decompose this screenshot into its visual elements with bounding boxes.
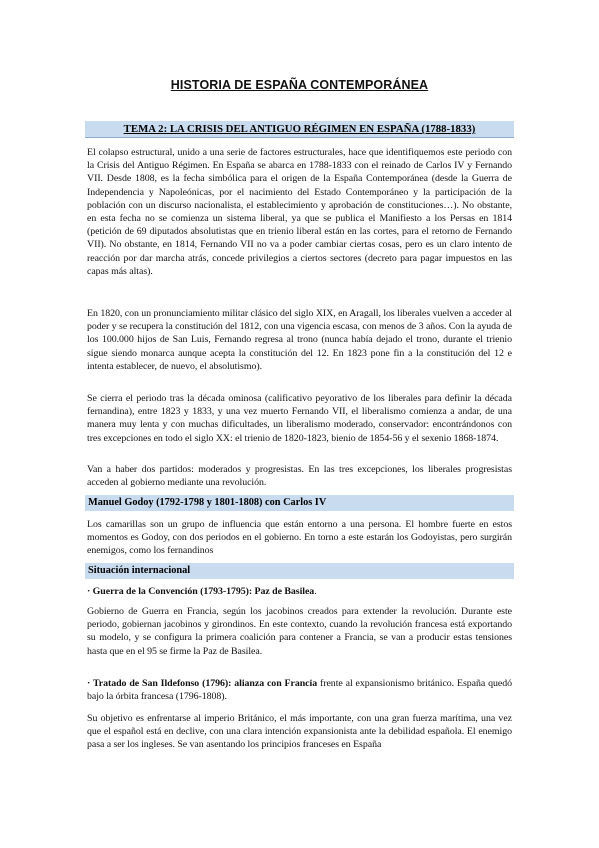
bullet-guerra-convencion — [87, 585, 512, 598]
subheading-situacion-internacional: Situación internacional — [85, 563, 514, 579]
paragraph-gobierno-guerra: Gobierno de Guerra en Francia, según los jacobinos creados para extender la revolución. Durante este periodo, gobiernan jacobinos y girondinos. En este contexto, cuando la revolución francesa está exportando su modelo, y se configura la primera coalición para contener a Francia, se van a producir estas tensiones hasta que en el 95 se firme la Paz de Basilea. — [87, 606, 512, 657]
paragraph-partidos: Van a haber dos partidos: moderados y progresistas. En las tres excepciones, los liberales progresistas acceden al gobierno mediante una revolución. — [87, 464, 512, 489]
bullet-guerra-convencion-title: · Guerra de la Convención (1793-1795): Paz de Basilea — [87, 586, 315, 597]
bullet-guerra-convencion-tail: . — [314, 586, 317, 597]
document-title: HISTORIA DE ESPAÑA CONTEMPORÁNEA — [170, 78, 429, 92]
subheading-godoy: Manuel Godoy (1792-1798 y 1801-1808) con Carlos IV — [85, 495, 514, 511]
bullet-tratado-san-ildefonso — [87, 677, 512, 703]
paragraph-1820: En 1820, con un pronunciamiento militar clásico del siglo XIX, en Aragall, los liberales vuelven a acceder al poder y se recupera la constitución del 1812, con una vigencia escasa, con menos de 3 años. Con la ayuda de los 100.000 hijos de San Luis, Fernando regresa al trono (nunca había dejado el trono, durante el trienio sigue siendo monarca aunque acepta la constitución del 12. En 1823 pone fin a la constitución del 12 e intenta establecer, de nuevo, el absolutismo). — [87, 308, 512, 372]
paragraph-decada-ominosa: Se cierra el periodo tras la década ominosa (calificativo peyorativo de los liberales para definir la década fernandina), entre 1823 y 1833, y una vez muerto Fernando VII, el liberalismo comienza a andar, de una manera muy lenta y con muchas dificultades, un liberalismo moderado, conservador: encontrándonos con tres excepciones en todo el siglo XX: el trienio de 1820-1823, bienio de 1854-56 y el sexenio 1868-1874. — [87, 393, 512, 444]
paragraph-camarillas: Los camarillas son un grupo de influencia que están entorno a una persona. El hombre fuerte en estos momentos es Godoy, con dos periodos en el gobierno. En torno a este estarán los Godoyistas, pero surgirán enemigos, como los fernandinos — [87, 519, 512, 557]
bullet-tratado-tail: frente al expansionismo británico. España quedó bajo la órbita francesa (1796-1808). — [87, 678, 512, 703]
bullet-tratado-title: · Tratado de San Ildefonso (1796): alianza con Francia — [87, 678, 318, 689]
section-heading: TEMA 2: LA CRISIS DEL ANTIGUO RÉGIMEN EN ESPAÑA (1788-1833) — [85, 121, 514, 138]
paragraph-intro: El colapso estructural, unido a una serie de factores estructurales, hace que identifiquemos este periodo con la Crisis del Antiguo Régimen. En España se abarca en 1788-1833 con el reinado de Carlos IV y Fernando VII. Desde 1808, es la fecha simbólica para el origen de la España Contemporánea (desde la Guerra de Independencia y Napoleónicas, por el nacimiento del Estado Contemporáneo y la participación de la población con un discurso nacionalista, el establecimiento y aprobación de constituciones…). No obstante, en esta fecha no se comienza un sistema liberal, ya que se publica el Manifiesto a los Persas en 1814 (petición de 69 diputados absolutistas que en trienio liberal están en las cortes, para el retorno de Fernando VII). No obstante, en 1814, Fernando VII no va a poder cambiar ciertas cosas, pero es un claro intento de reacción por dar marcha atrás, concede privilegios a ciertos sectores (decreto para pagar impuestos en las capas más altas). — [87, 147, 512, 277]
paragraph-objetivo: Su objetivo es enfrentarse al imperio Británico, el más importante, con una gran fuerza marítima, una vez que el español está en declive, con una clara intención expansionista ante la debilidad española. El enemigo pasa a ser los ingleses. Se van asentando los principios franceses en España — [87, 713, 512, 751]
